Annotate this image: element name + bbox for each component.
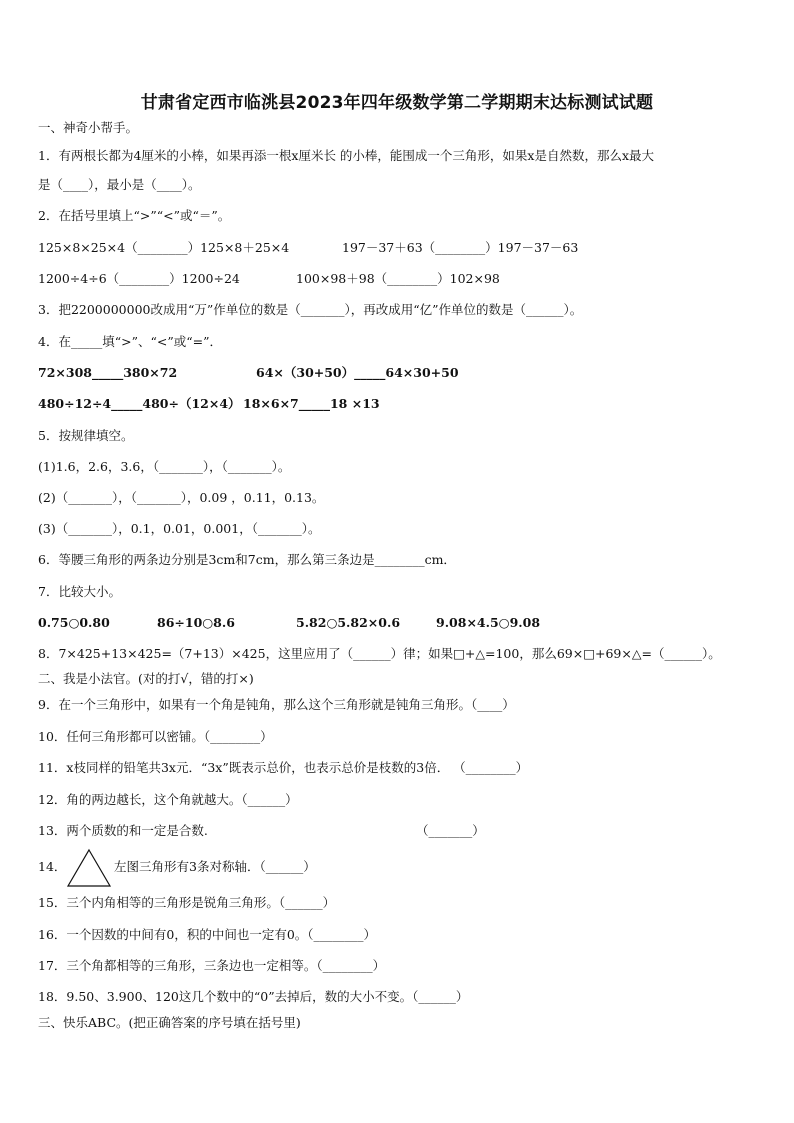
question-5-3: (3)（_______），0.1，0.01，0.001，（_______）。 <box>38 521 321 536</box>
section-2-heading: 二、我是小法官。(对的打√，错的打×) <box>38 671 254 686</box>
triangle-figure <box>66 848 112 888</box>
question-13-blank: （_______） <box>416 823 485 838</box>
question-7-b: 86÷10○8.6 <box>157 615 235 630</box>
question-1-line-2: 是（____），最小是（____）。 <box>38 177 201 192</box>
question-4-d: 18×6×7_____18 ×13 <box>243 396 380 411</box>
section-1-heading: 一、神奇小帮手。 <box>38 120 139 135</box>
question-15: 15．三个内角相等的三角形是锐角三角形。（______） <box>38 895 336 910</box>
question-3: 3．把2200000000改成用“万”作单位的数是（_______），再改成用“亿”作单位的数是（______）。 <box>38 302 583 317</box>
question-4-c: 480÷12÷4_____480÷（12×4） <box>38 396 241 411</box>
question-2-a: 125×8×25×4（________）125×8＋25×4 <box>38 240 290 255</box>
question-14-number: 14． <box>38 859 67 874</box>
question-4-a: 72×308_____380×72 <box>38 365 178 380</box>
question-7-d: 9.08×4.5○9.08 <box>436 615 541 630</box>
question-16: 16．一个因数的中间有0，积的中间也一定有0。（________） <box>38 927 377 942</box>
question-2-c: 1200÷4÷6（________）1200÷24 <box>38 271 240 286</box>
question-18: 18．9.50、3.900、120这几个数中的“0”去掉后，数的大小不变。（______） <box>38 989 469 1004</box>
question-8: 8．7×425+13×425=（7+13）×425，这里应用了（______）律；如果□+△=100，那么69×□+69×△=（______）。 <box>38 646 721 661</box>
question-12: 12．角的两边越长，这个角就越大。（______） <box>38 792 298 807</box>
question-13: 13．两个质数的和一定是合数. <box>38 823 208 838</box>
question-2: 2．在括号里填上“>”“<”或“＝”。 <box>38 208 231 223</box>
section-3-heading: 三、快乐ABC。(把正确答案的序号填在括号里) <box>38 1015 301 1030</box>
question-5-1: (1)1.6，2.6，3.6，（_______），（_______）。 <box>38 459 291 474</box>
question-5: 5．按规律填空。 <box>38 428 134 443</box>
question-2-b: 197－37＋63（________）197－37－63 <box>342 240 579 255</box>
question-11: 11．x枝同样的铅笔共3x元．“3x”既表示总价，也表示总价是枝数的3倍． （________） <box>38 760 529 775</box>
question-10: 10．任何三角形都可以密铺。（________） <box>38 729 273 744</box>
question-1-line-1: 1．有两根长都为4厘米的小棒，如果再添一根x厘米长 的小棒，能围成一个三角形，如果x是自然数，那么x最大 <box>38 148 655 163</box>
question-6: 6．等腰三角形的两条边分别是3cm和7cm，那么第三条边是________cm． <box>38 552 456 567</box>
question-4-b: 64×（30+50）_____64×30+50 <box>256 365 459 380</box>
question-17: 17．三个角都相等的三角形，三条边也一定相等。（________） <box>38 958 386 973</box>
question-7-c: 5.82○5.82×0.6 <box>296 615 401 630</box>
question-2-d: 100×98＋98（________）102×98 <box>296 271 500 286</box>
question-7-a: 0.75○0.80 <box>38 615 110 630</box>
question-9: 9．在一个三角形中，如果有一个角是钝角，那么这个三角形就是钝角三角形。（____） <box>38 697 515 712</box>
question-5-2: (2)（_______），（_______），0.09 ，0.11，0.13。 <box>38 490 325 505</box>
question-14-text: 左图三角形有3条对称轴．（______） <box>114 859 316 874</box>
page-title: 甘肃省定西市临洮县2023年四年级数学第二学期期末达标测试试题 <box>140 93 654 113</box>
question-7: 7．比较大小。 <box>38 584 121 599</box>
question-4: 4．在_____填“>”、“<”或“=”． <box>38 334 222 349</box>
